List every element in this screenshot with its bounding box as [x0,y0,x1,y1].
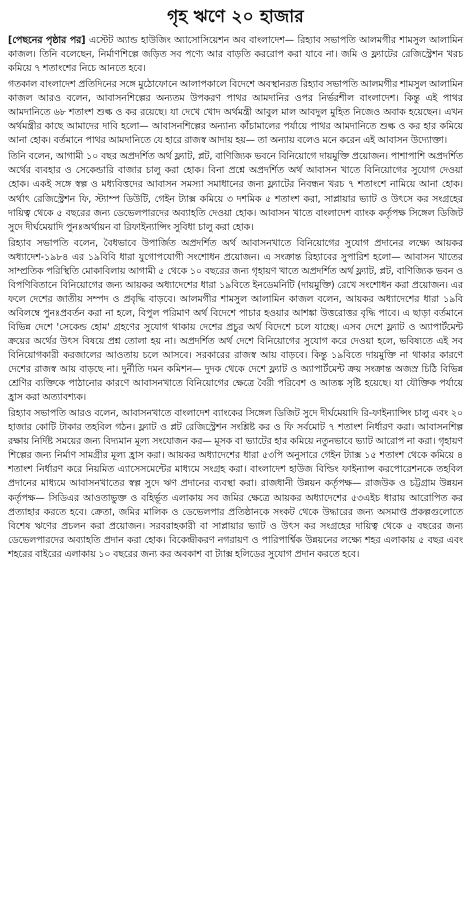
article-headline: গৃহ ঋণে ২০ হাজার [167,7,304,27]
article-paragraph-5: রিহ্যাব সভাপতি আরও বলেন, আবাসনখাতে বাংলাদেশ ব্যাংকের সিঙ্গেল ডিজিট সুদে দীর্ঘমেয়াদি রি-ফাইন্যান্সিং চালু এবং ২০ হাজার কোটি টাকার তহবিল গঠন। ফ্ল্যাট ও প্লট রেজিস্ট্রেশন সংশ্লিষ্ট কর ও ফি সর্বমোট ৭ শতাংশ নির্ধারণ করা। আবাসনশিল্প রক্ষায় নির্দিষ্ট সময়ের জন্য বিদ্যমান মূল্য সংযোজন কর— মূসক বা ভ্যাটের হার কমিয়ে নতুনভাবে ভ্যাট আরোপ না করা। গৃহায়ণ শিল্পের জন্য নির্মাণ সামগ্রীর মূল্য হ্রাস করা। আয়কর অধ্যাদেশের ধারা ৫৩পি অনুসারে গেইন ট্যাক্স ১৫ শতাংশ থেকে কমিয়ে ৪ শতাংশ নির্ধারণ করে নিয়মিত এ্যাসেসমেন্টের মাধ্যমে সংগ্রহ করা। বাংলাদেশ হাউজ বিল্ডিং ফাইন্যান্স করপোরেশনকে তহবিল প্রদানের মাধ্যমে আবাসনখাতের স্বল্প সুদে ঋণ প্রদানের ব্যবস্থা করা। রাজধানী উন্নয়ন কর্তৃপক্ষ— রাজউক ও চট্টগ্রাম উন্নয়ন কর্তৃপক্ষ— সিডিএর আওতাভুক্ত ও বহির্ভূত এলাকায় সব জমির ক্ষেত্রে আয়কর অধ্যাদেশের ৫৩এইচ ধারায় আরোপিত কর প্রত্যাহার করতে হবে। ক্রেতা, জমির মালিক ও ডেভেলপার প্রতিষ্ঠানকে সংকট থেকে উদ্ধারের জন্য অসমাপ্ত প্রকল্পগুলোতে বিশেষ ঋণের প্রচলন করা প্রয়োজন। সরবরাহকারী বা সাপ্লায়ার ভ্যাট ও উৎস কর সংগ্রহের দায়িত্ব থেকে ৫ বছরের জন্য ডেভেলপারদের অব্যাহতি প্রদান করা হোক। বিকেন্দ্রীকরণ নগরায়ণ ও পারিপার্শ্বিক উন্নয়নের লক্ষ্যে শহর এলাকায় ৫ বছর এবং শহরের বাইরের এলাকায় ১০ বছরের জন্য কর অবকাশ বা ট্যাক্স হলিডের সুযোগ প্রদান করতে হবে। [8,408,463,560]
article-paragraph-1 [8,34,463,76]
continued-from-tag: [পেছনের পৃষ্ঠার পর] [8,35,86,46]
article-paragraph-4: রিহ্যাব সভাপতি বলেন, বৈধভাবে উপার্জিত অপ্রদর্শিত অর্থ আবাসনখাতে বিনিয়োগের সুযোগ প্রদানের লক্ষ্যে আয়কর অধ্যাদেশ-১৯৮৪ এর ১৯বিবি ধারা যুগোপযোগী সংশোধন প্রয়োজন। এ সংক্রান্ত রিহ্যাবের সুপারিশ হলো— আবাসন খাতের সাম্প্রতিক পরিস্থিতি মোকাবিলায় আগামী ৫ থেকে ১০ বছরের জন্য গৃহায়ণ খাতে অপ্রদর্শিত অর্থ ফ্ল্যাট, প্লট, বাণিজ্যিক ভবন ও বিপণিবিতানে বিনিয়োগের জন্য আয়কর অধ্যাদেশের ধারা ১৯বিতে ইনডেমনিটি (দায়মুক্তি) রেখে সংশোধন করা প্রয়োজন। এর ফলে দেশের জাতীয় সম্পদ ও প্রবৃদ্ধি বাড়বে। আলমগীর শামসুল আলামিন কাজল বলেন, আয়কর অধ্যাদেশের ধারা ১৯বি অবিলম্বে পুনঃপ্রবর্তন করা না হলে, বিপুল পরিমাণ অর্থ বিদেশে পাচার হওয়ার আশঙ্কা উত্তরোত্তর বৃদ্ধি পাবে। এ ছাড়া বর্তমানে বিভিন্ন দেশে 'সেকেন্ড হোম' গ্রহণের সুযোগ থাকায় দেশের প্রচুর অর্থ বিদেশে চলে যাচ্ছে। এসব দেশে ফ্ল্যাট ও অ্যাপার্টমেন্ট ক্রয়ের অর্থের উৎস বিষয়ে প্রশ্ন তোলা হয় না। অপ্রদর্শিত অর্থ দেশে বিনিয়োগের সুযোগ করে দেওয়া হলে, ভবিষ্যতে এই সব বিনিয়োগকারী করজালের আওতায় চলে আসবে। সরকারের রাজস্ব আয় বাড়বে। কিন্তু ১৯বিতে দায়মুক্তি না থাকার কারণে দেশের রাজস্ব আয় বাড়ছে না। দুর্নীতি দমন কমিশন— দুদক থেকে দেশে ফ্ল্যাট ও অ্যাপার্টমেন্ট ক্রয় সংক্রান্ত অজস্র চিঠি বিভিন্ন শ্রেণির ব্যক্তিকে পাঠানোর কারণে আবাসনখাতে বিনিয়োগের ক্ষেত্রে বৈরী পরিবেশ ও আতঙ্ক সৃষ্টি হয়েছে। যা যৌক্তিক পর্যায়ে হ্রাস করা অত্যাবশ্যক। [8,237,463,404]
paragraph-text: এস্টেট অ্যান্ড হাউজিং অ্যাসোসিয়েশন অব বাংলাদেশ— রিহ্যাব সভাপতি আলমগীর শামসুল আলামিন কাজল। তিনি বলেছেন, নির্মাণশিল্পে জড়িত সব পণ্যে আর বাড়তি কররোপ করা যাবে না। জমি ও ফ্ল্যাটের রেজিস্ট্রেশন খরচ কমিয়ে ৭ শতাংশের নিচে আনতে হবে। [8,35,463,75]
article-paragraph-2: গতকাল বাংলাদেশ প্রতিদিনের সঙ্গে মুঠোফোনে আলাপকালে বিদেশে অবস্থানরত রিহ্যাব সভাপতি আলমগীর শামসুল আলামিন কাজল আরও বলেন, আবাসনশিল্পের অন্যতম উপকরণ পাথর আমদানির ওপর নির্ভরশীল বাংলাদেশ। কিন্তু এই পাথর আমদানিতে ৬৮ শতাংশ শুল্ক ও কর রয়েছে। যা দেখে খোদ অর্থমন্ত্রী আবুল মাল আবদুল মুহিত নিজেও অবাক হয়েছেন। এখন অর্থমন্ত্রীর কাছে আমাদের দাবি হলো— আবাসনশিল্পের অন্যান্য কাঁচামালের পর্যায়ে পাথর আমদানিতে শুল্ক ও কর হার কমিয়ে আনা হোক। বর্তমানে পাথর আমদানিতে যে হারে রাজস্ব আদায় হয়— তা অন্যায় বলেও মনে করেন এই আবাসন উদ্যোক্তা। [8,79,463,147]
article-paragraph-3: তিনি বলেন, আগামী ১০ বছর অপ্রদর্শিত অর্থ ফ্ল্যাট, প্লট, বাণিজ্যিক ভবনে বিনিয়োগে দায়মুক্তি প্রয়োজন। পাশাপাশি অপ্রদর্শিত অর্থের ব্যবহার ও সেকেন্ডারি বাজার চালু করা হোক। বিনা প্রশ্নে অপ্রদর্শিত অর্থ আবাসন খাতে বিনিয়োগের সুযোগ দেওয়া হোক। একই সঙ্গে স্বল্প ও মধ্যবিত্তদের আবাসন সমস্যা সমাধানের জন্য ফ্ল্যাটের নিবন্ধন খরচ ৭ শতাংশে নামিয়ে আনা হোক। অর্থাৎ রেজিস্ট্রেশন ফি, স্ট্যাম্প ডিউটি, গেইন ট্যাক্স কমিয়ে ৩ দশমিক ৫ শতাংশ করা, সাপ্লায়ার ভ্যাট ও উৎসে কর সংগ্রহের দায়িত্ব থেকে ৫ বছরের জন্য ডেভেলপারদের অব্যাহতি দেওয়া হোক। আবাসন খাতে বাংলাদেশ ব্যাংক কর্তৃপক্ষ সিঙ্গেল ডিজিট সুদে দীর্ঘমেয়াদি পুনঃঅর্থায়ন বা রিফাইন্যান্সিং সুবিধা চালু করা হোক। [8,151,463,233]
